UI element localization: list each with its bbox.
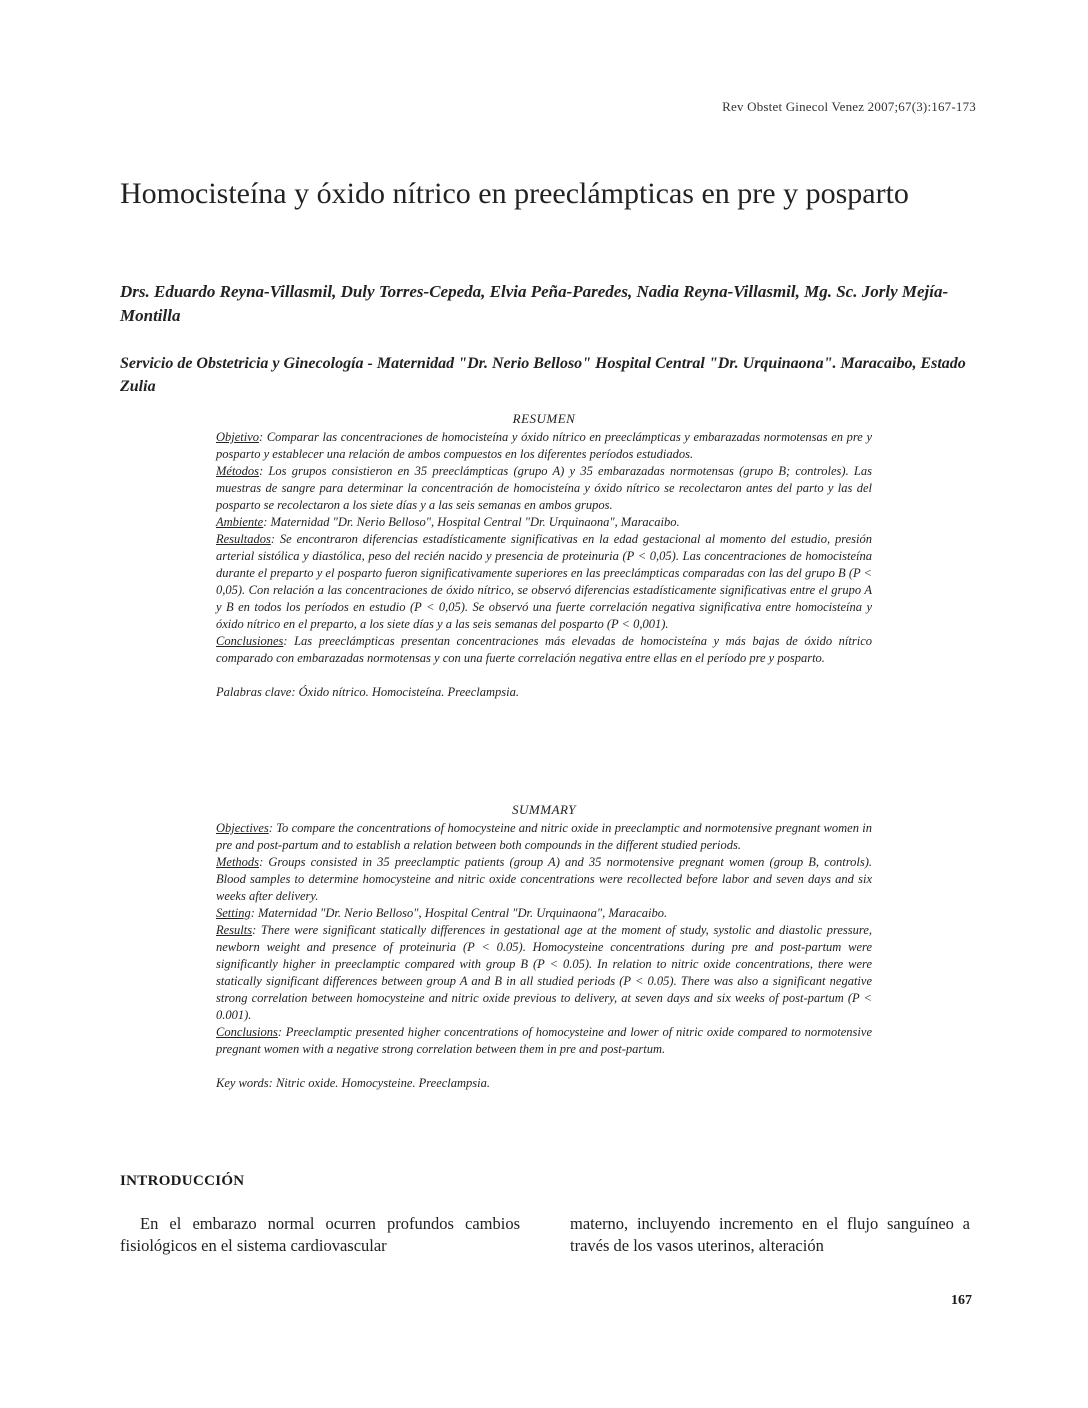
section-label: Conclusiones (216, 634, 284, 648)
author-affiliation: Servicio de Obstetricia y Ginecología - Maternidad "Dr. Nerio Belloso" Hospital Central "Dr. Urquinaona". Maracaibo, Estado Zulia (120, 355, 966, 395)
section-label: Conclusions (216, 1025, 278, 1039)
section-text: : Maternidad "Dr. Nerio Belloso", Hospital Central "Dr. Urquinaona", Maracaibo. (250, 906, 668, 920)
body-column-right (570, 1213, 970, 1257)
abstract-section-ambiente (216, 514, 872, 531)
abstract-heading: RESUMEN (512, 411, 576, 426)
abstract-section-objectives (216, 820, 872, 854)
body-paragraph: En el embarazo normal ocurren profundos cambios fisiológicos en el sistema cardiovascular (120, 1214, 520, 1255)
section-label: Métodos (216, 464, 260, 478)
body-column-left (120, 1213, 520, 1257)
section-text: : Los grupos consistieron en 35 preeclámpticas (grupo A) y 35 embarazadas normotensas (grupo B; controles). Las muestras de sangre para determinar la concentración de homocisteína y óxido nítrico se recolectaron antes del parto y las del posparto se recolectaron a los siete días y a las seis semanas en ambos grupos. (216, 464, 872, 512)
section-text: : Preeclamptic presented higher concentrations of homocysteine and lower of nitric oxide compared to normotensive pregnant women with a negative strong correlation between them in pre and post-partum. (216, 1025, 872, 1056)
section-label: Resultados (216, 532, 271, 546)
article-title: Homocisteína y óxido nítrico en preeclámpticas en pre y posparto (120, 177, 909, 210)
abstract-section-setting (216, 905, 872, 922)
abstract-heading: SUMMARY (512, 802, 576, 817)
body-paragraph: materno, incluyendo incremento en el flujo sanguíneo a través de los vasos uterinos, alteración (570, 1214, 970, 1255)
abstract-section-resultados (216, 531, 872, 633)
abstract-section-metodos (216, 463, 872, 514)
section-text: : To compare the concentrations of homocysteine and nitric oxide in preeclamptic and normotensive pregnant women in pre and post-partum and to establish a relation between both compounds in the different studied periods. (216, 821, 872, 852)
section-label: Objectives (216, 821, 269, 835)
journal-reference: Rev Obstet Ginecol Venez 2007;67(3):167-173 (722, 99, 976, 114)
abstract-spanish (216, 410, 872, 701)
section-text: : Se encontraron diferencias estadísticamente significativas en la edad gestacional al momento del estudio, presión arterial sistólica y diastólica, peso del recién nacido y presencia de proteinuria (P < 0,05). Las concentraciones de homocisteína durante el preparto y el posparto fueron significativamente superiores en las preeclámpticas comparadas con las del grupo B (P < 0,05). Con relación a las concentraciones de óxido nítrico, se observó diferencias estadísticamente significativas entre el grupo A y B en todos los períodos en estudio (P < 0,05). Se observó una fuerte correlación negativa significativa entre homocisteína y óxido nítrico en el preparto, a los siete días y a las seis semanas del posparto (P < 0,001). (216, 532, 872, 631)
section-label: Objetivo (216, 430, 260, 444)
keywords-english: Key words: Nitric oxide. Homocysteine. Preeclampsia. (216, 1076, 491, 1090)
page-number: 167 (951, 1293, 972, 1308)
section-label: Methods (216, 855, 260, 869)
abstract-section-conclusiones (216, 633, 872, 667)
section-label: Ambiente (216, 515, 264, 529)
section-text: : There were significant statically differences in gestational age at the moment of study, systolic and diastolic pressure, newborn weight and presence of proteinuria (P < 0.05). Homocysteine concentrations during pre and post-partum were significantly higher in preeclamptic compared with group B (P < 0.05). In relation to nitric oxide concentrations, there were statically significant differences between group A and B in all studied periods (P < 0.05). There was also a significant negative strong correlation between homocysteine and nitric oxide previous to delivery, at seven days and six weeks of post-partum (P < 0.001). (216, 923, 872, 1022)
abstract-section-methods (216, 854, 872, 905)
keywords-spanish: Palabras clave: Óxido nítrico. Homocisteína. Preeclampsia. (216, 685, 519, 699)
section-text: : Las preeclámpticas presentan concentraciones más elevadas de homocisteína y más bajas de óxido nítrico comparado con embarazadas normotensas y con una fuerte correlación negativa entre ellas en el período pre y posparto. (216, 634, 872, 665)
section-label: Results (216, 923, 253, 937)
section-text: : Maternidad "Dr. Nerio Belloso", Hospital Central "Dr. Urquinaona", Maracaibo. (263, 515, 680, 529)
abstract-section-objetivo (216, 429, 872, 463)
section-label: Setting (216, 906, 251, 920)
abstract-section-conclusions (216, 1024, 872, 1058)
abstract-english (216, 801, 872, 1092)
section-text: : Comparar las concentraciones de homocisteína y óxido nítrico en preeclámpticas y embarazadas normotensas en pre y posparto y establecer una relación de ambos compuestos en los diferentes períodos estudiados. (216, 430, 872, 461)
abstract-section-results (216, 922, 872, 1024)
section-text: : Groups consisted in 35 preeclamptic patients (group A) and 35 normotensive pregnant women (group B, controls). Blood samples to determine homocysteine and nitric oxide concentrations were recollected before labor and seven days and six weeks after delivery. (216, 855, 872, 903)
introduction-heading: INTRODUCCIÓN (120, 1173, 245, 1189)
author-list: Drs. Eduardo Reyna-Villasmil, Duly Torres-Cepeda, Elvia Peña-Paredes, Nadia Reyna-Villasmil, Mg. Sc. Jorly Mejía-Montilla (120, 282, 949, 325)
